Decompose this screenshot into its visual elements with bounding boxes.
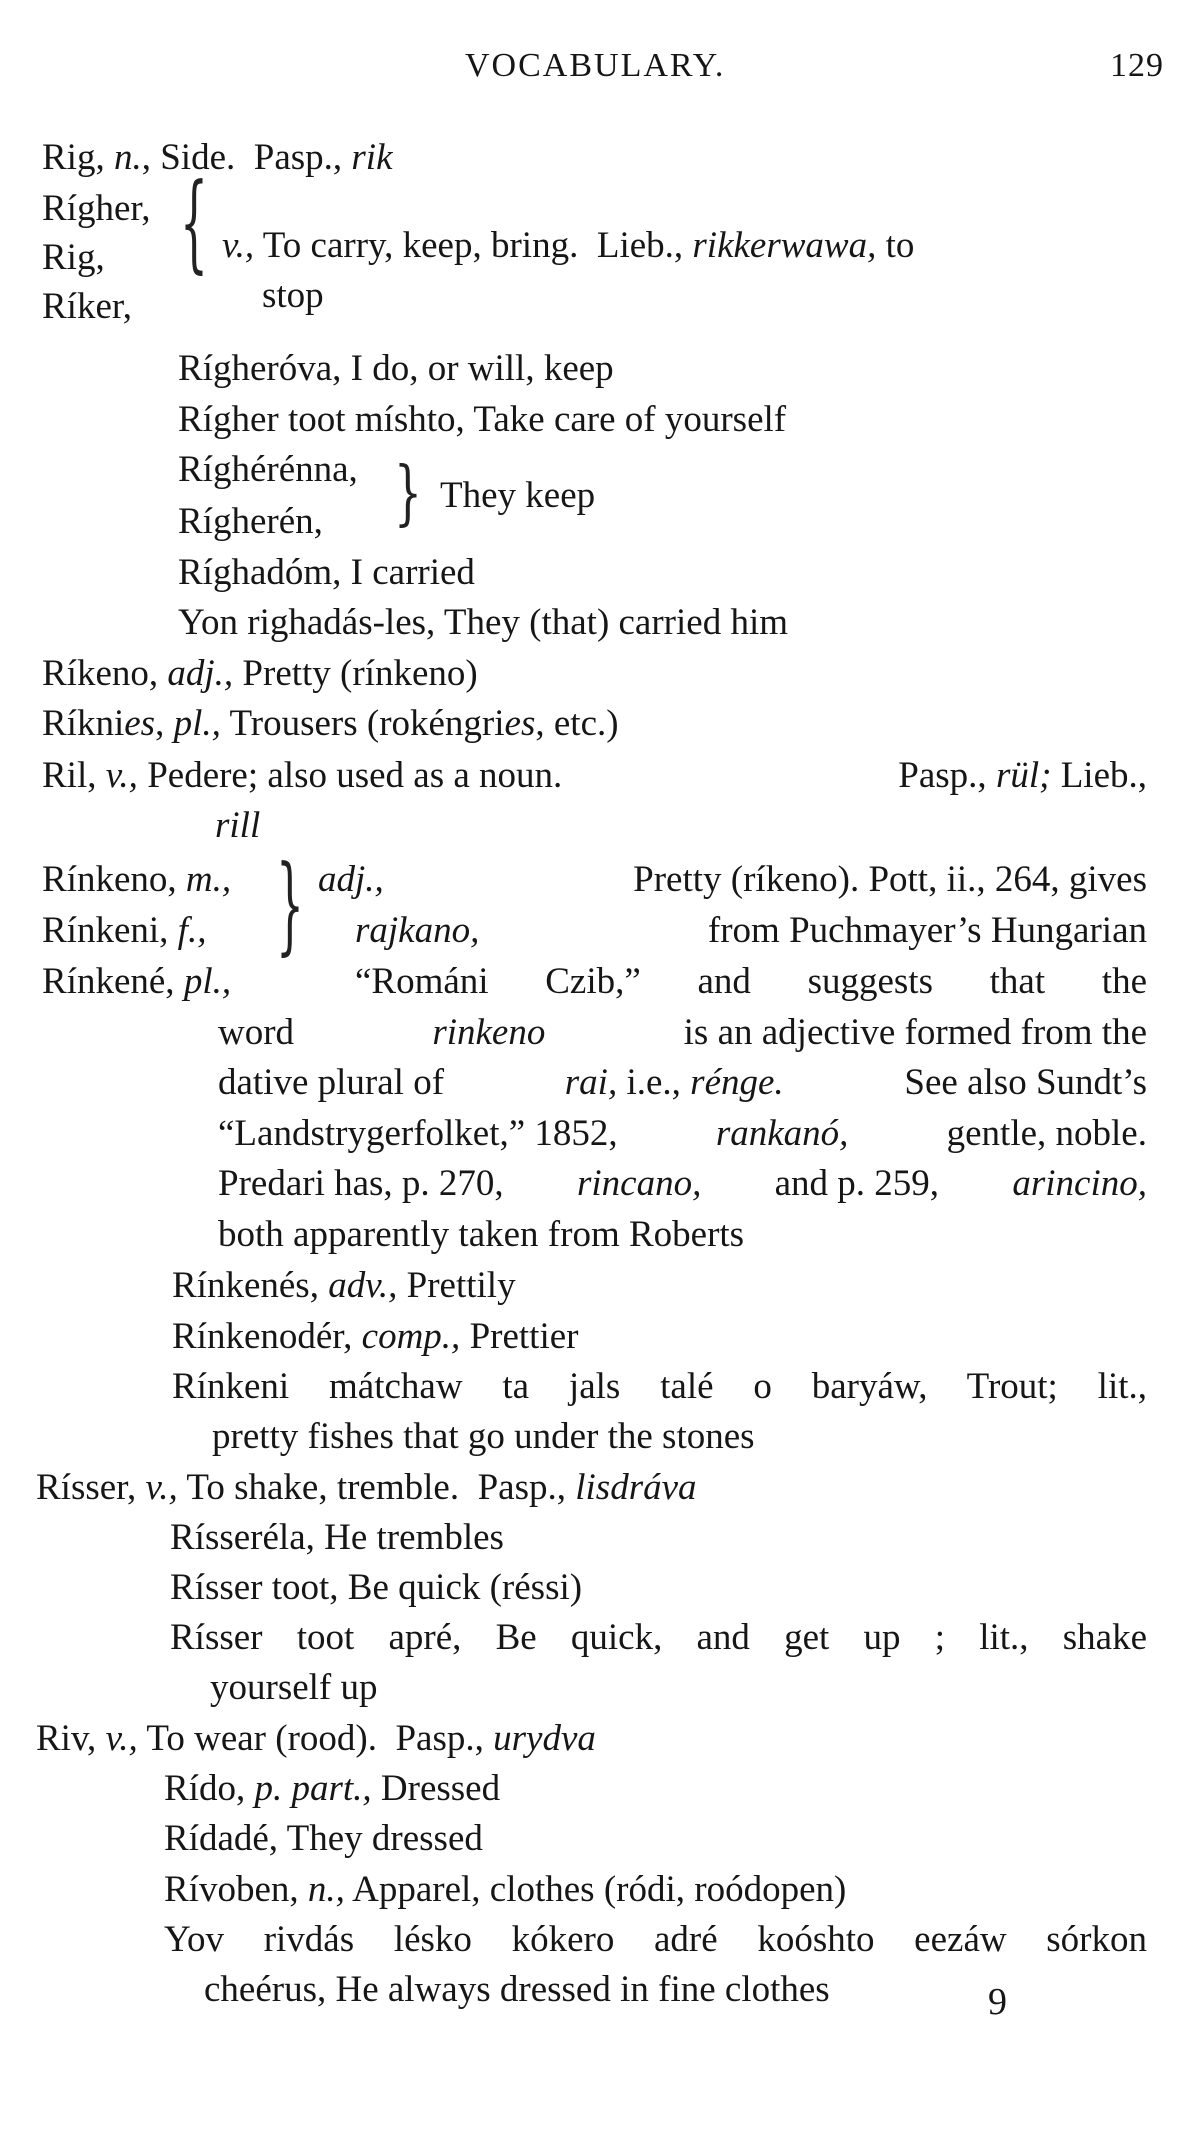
entry-ril-cont [215,800,260,851]
def-text: and p. 259, [774,1163,940,1204]
gloss: To shake, tremble. [186,1467,460,1508]
subentry-cont: yourself up [210,1667,378,1708]
subentry [172,1311,578,1362]
subentry: Yov rivdás lésko kókero adré koóshto eezáw sórkon [164,1919,1147,1960]
gloss-tail: , etc.) [535,703,619,744]
def-text: See also Sundt’s [904,1062,1147,1103]
brace-rinkeno: } [276,844,304,967]
def-text: word [218,1012,295,1053]
pos: f., [177,910,207,951]
headword: Rído, [164,1768,246,1809]
gloss: Prettier [469,1316,579,1357]
pos: pl., [173,703,221,744]
def-word: rincano, [576,1163,702,1204]
def-text: gentle, noble. [946,1113,1147,1154]
subentry: Rínkeni mátchaw ta jals talé o baryáw, Trout; lit., [172,1366,1147,1407]
def-text: Predari has, p. 270, [218,1163,504,1204]
pos: adv., [328,1265,398,1306]
source-word: rül; [995,755,1052,796]
subentry: Ríghérénna, [178,449,358,490]
brace-righeren: } [394,452,422,535]
headword: Rísser, [36,1467,137,1508]
pos: p. part., [254,1768,372,1809]
def-word: rankanó, [715,1113,849,1154]
subentry: Yon righadás-les, They (that) carried him [178,602,789,643]
rinkeno-def-line-1 [318,854,1147,905]
pos: v., [105,1718,138,1759]
entry-righer-def [222,220,914,271]
subentry: Ríghadóm, I carried [178,552,475,593]
pos: pl., [183,961,232,1002]
source: Pasp., [898,755,987,796]
rinkeno-def-line-4 [218,1007,1147,1058]
brace-righer: { [180,162,208,285]
subentry [164,1864,846,1915]
pos: v., [222,225,255,266]
subentry: Rísser toot apré, Be quick, and get up ; lit., shake [170,1617,1147,1658]
gloss: To wear (rood). [146,1718,377,1759]
def-text: “Landstrygerfolket,” 1852, [218,1113,618,1154]
headword: Rig, [42,137,105,178]
gloss: Pretty (rínkeno) [242,653,478,694]
headword: Rívoben, [164,1869,299,1910]
gloss-ending: es [504,703,536,744]
subentry: Rígherén, [178,501,323,542]
entry-riknies: Ríknies, pl., Trousers (rokéngries, etc.) [42,703,619,744]
headword: Ríkni [42,703,125,744]
pos: n., [307,1869,345,1910]
def-word: rajkano, [355,910,480,951]
entry-ril [42,750,1147,801]
gloss: Dressed [380,1768,501,1809]
ril-main [42,750,562,801]
subentry: Rídadé, They dressed [164,1818,483,1859]
ril-sources [898,750,1147,801]
subentry-gloss: They keep [440,475,596,516]
def-word: rénge. [690,1062,784,1103]
page-number: 129 [1110,47,1164,84]
subentry-cont: pretty fishes that go under the stones [212,1416,755,1457]
headword: Rínkené, [42,961,175,1002]
subentry: Rígheróva, I do, or will, keep [178,348,614,389]
rinkeno-def-line-2 [355,905,1147,956]
source: Pasp., [395,1718,484,1759]
entry-righer-head-2: Rig, [42,237,105,278]
headword: Rínkeni, [42,910,169,951]
source-gloss: to [885,225,915,266]
gloss: Side. [160,137,236,178]
pos: adj., [167,653,234,694]
subentry [172,1260,516,1311]
subentry [164,1763,500,1814]
headword: Riv, [36,1718,97,1759]
rinkeno-def-line-6 [218,1108,1147,1159]
headword: Ríkeno, [42,653,159,694]
source: Lieb., [596,225,684,266]
def-word: arincino, [1012,1163,1147,1204]
pos: m., [185,859,232,900]
source: Lieb., [1060,755,1147,796]
headword: Rínkeno, [42,859,177,900]
pos: comp., [361,1316,461,1357]
entry-righer-head-3: Ríker, [42,286,132,327]
rinkeno-def-line-3: “Románi Czib,” and suggests that the [355,961,1147,1002]
def-text: Pretty (ríkeno). Pott, ii., 264, gives [633,859,1147,900]
entry-rinkeno-head-2 [42,905,206,956]
source: Pasp., [477,1467,566,1508]
pos: v., [145,1467,178,1508]
subentry: Rísseréla, He trembles [170,1517,504,1558]
def-text: is an adjective formed from the [683,1012,1147,1053]
def-segment [565,1057,784,1108]
headword: Rínkenés, [172,1265,319,1306]
subentry-cont: cheérus, He always dressed in fine clothes [204,1969,830,2010]
def-text: from Puchmayer’s Hungarian [707,910,1147,951]
entry-risser [36,1462,697,1513]
gloss: Pedere; also used as a noun. [147,755,563,796]
gloss: Trousers (rokéngri [229,703,505,744]
def-word: rai, [564,1062,618,1103]
subentry: Rígher toot míshto, Take care of yourself [178,399,787,440]
entry-rikeno [42,648,478,699]
source-word: rik [351,137,393,178]
gloss: Apparel, clothes (ródi, roódopen) [352,1869,847,1910]
signature-mark: 9 [988,1981,1007,2023]
subentry: Rísser toot, Be quick (réssi) [170,1567,583,1608]
rinkeno-def-line-5 [218,1057,1147,1108]
source-word: rill [215,805,261,846]
entry-rinkeno-head-3 [42,956,231,1007]
def-word: rinkeno [432,1012,546,1053]
def-text: i.e., [626,1062,681,1103]
pos: v., [105,755,138,796]
headword: Ril, [42,755,97,796]
def-text: dative plural of [218,1062,445,1103]
entry-rig: Rig, n., Side. Pasp., rik [42,137,393,178]
running-head: VOCABULARY. [465,47,726,84]
pos: n. [113,137,142,178]
entry-riv [36,1713,596,1764]
entry-righer-head-1: Rígher, [42,188,151,229]
source-word: rikkerwawa, [692,225,877,266]
source-word: lisdráva [575,1467,697,1508]
source-word: urydva [493,1718,596,1759]
rinkeno-def-line-7 [218,1158,1147,1209]
entry-righer-def-cont: stop [262,275,324,316]
headword: Rínkenodér, [172,1316,353,1357]
gloss: Prettily [406,1265,516,1306]
gloss: To carry, keep, bring. [262,225,579,266]
entry-rinkeno-head-1 [42,854,231,905]
rinkeno-def-line-8: both apparently taken from Roberts [218,1214,745,1255]
pos: adj., [318,859,384,900]
headword-ending: es [124,703,156,744]
source: Pasp., [253,137,343,178]
